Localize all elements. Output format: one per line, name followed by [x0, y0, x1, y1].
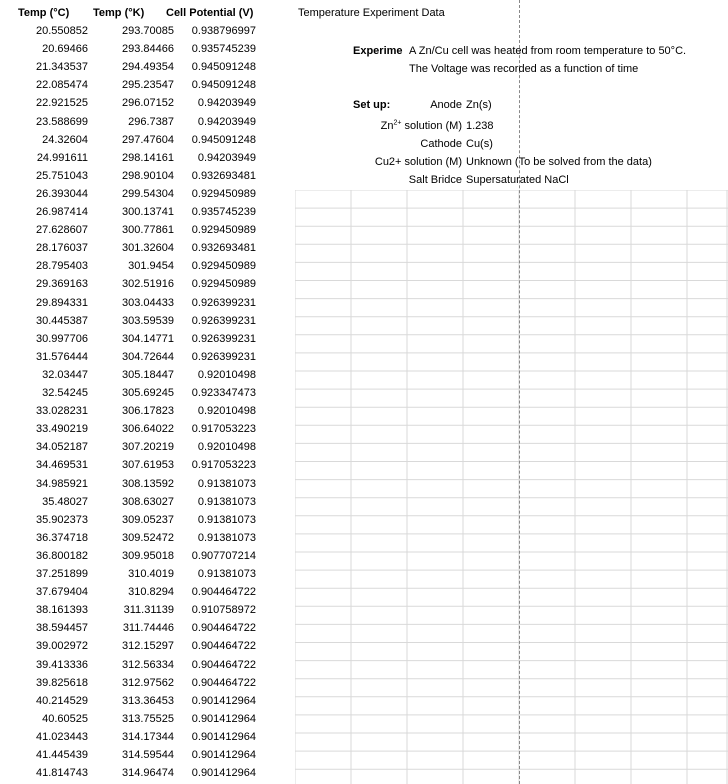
page-break-line: [519, 0, 520, 784]
cell-potential[interactable]: 0.904464722: [191, 586, 256, 599]
cell-temp-c[interactable]: 36.374718: [36, 531, 88, 544]
cell-temp-k[interactable]: 307.61953: [122, 459, 174, 472]
cell-potential[interactable]: 0.926399231: [191, 332, 256, 345]
cell-potential[interactable]: 0.929450989: [191, 260, 256, 273]
cell-temp-c[interactable]: 39.413336: [36, 658, 88, 671]
table-row: [0, 312, 292, 330]
cell-temp-c[interactable]: 25.751043: [36, 169, 88, 182]
cell-potential[interactable]: 0.904464722: [191, 640, 256, 653]
cell-temp-c[interactable]: 21.343537: [36, 61, 88, 74]
cell-temp-k[interactable]: 301.32604: [122, 242, 174, 255]
cell-temp-c[interactable]: 38.594457: [36, 622, 88, 635]
table-row: [0, 94, 292, 112]
cell-potential[interactable]: 0.91381073: [197, 531, 256, 544]
table-row: [0, 330, 292, 348]
cell-temp-k[interactable]: 296.07152: [122, 97, 174, 110]
cell-potential[interactable]: 0.904464722: [191, 676, 256, 689]
cell-potential[interactable]: 0.926399231: [191, 350, 256, 363]
cell-temp-k[interactable]: 305.18447: [122, 368, 174, 381]
cell-temp-k[interactable]: 314.59544: [122, 749, 174, 761]
cell-potential[interactable]: 0.91381073: [197, 568, 256, 580]
cell-potential[interactable]: 0.917053223: [191, 423, 256, 436]
cell-potential[interactable]: 0.91381073: [197, 477, 256, 490]
cell-temp-k[interactable]: 312.56334: [122, 658, 174, 671]
cell-potential[interactable]: 0.91381073: [197, 513, 256, 526]
cell-potential[interactable]: 0.92010498: [197, 441, 256, 454]
cell-temp-c[interactable]: 20.550852: [36, 25, 88, 37]
cell-temp-k[interactable]: 300.77861: [122, 224, 174, 237]
cell-temp-c[interactable]: 37.251899: [36, 568, 88, 580]
cell-temp-k[interactable]: 313.36453: [122, 694, 174, 707]
table-row: [0, 656, 292, 674]
cell-temp-k[interactable]: 314.96474: [122, 767, 174, 780]
cell-temp-c[interactable]: 30.997706: [36, 332, 88, 345]
cell-temp-k[interactable]: 312.97562: [122, 676, 174, 689]
table-row: [0, 692, 292, 710]
cell-temp-c[interactable]: 39.825618: [36, 676, 88, 689]
cell-temp-k[interactable]: 299.54304: [122, 187, 174, 200]
table-row: [0, 22, 292, 40]
cell-temp-k[interactable]: 308.63027: [122, 495, 174, 508]
cell-potential[interactable]: 0.917053223: [191, 459, 256, 472]
table-row: [0, 221, 292, 239]
table-row: [0, 203, 292, 221]
table-row: [0, 113, 292, 131]
cell-potential[interactable]: 0.929450989: [191, 187, 256, 200]
table-row: [0, 493, 292, 511]
cell-temp-k[interactable]: 305.69245: [122, 387, 174, 399]
table-row: [0, 40, 292, 58]
cell-temp-c[interactable]: 26.987414: [36, 206, 88, 218]
cell-potential[interactable]: 0.94203949: [197, 97, 256, 110]
table-row: [0, 601, 292, 619]
zn-label-base: Zn: [380, 120, 394, 132]
cell-temp-k[interactable]: 307.20219: [122, 441, 174, 454]
cell-potential[interactable]: 0.945091248: [191, 133, 256, 146]
cell-temp-c[interactable]: 35.902373: [36, 513, 88, 526]
cell-potential[interactable]: 0.935745239: [191, 206, 256, 218]
table-row: [0, 366, 292, 384]
cell-potential[interactable]: 0.901412964: [191, 767, 256, 780]
cell-temp-c[interactable]: 35.48027: [42, 495, 88, 508]
anode-label[interactable]: Anode: [430, 99, 462, 111]
cell-temp-c[interactable]: 23.588699: [36, 115, 88, 128]
table-row: [0, 529, 292, 547]
cell-potential[interactable]: 0.926399231: [191, 296, 256, 309]
cell-potential[interactable]: 0.904464722: [191, 658, 256, 671]
cell-potential[interactable]: 0.926399231: [191, 314, 256, 327]
cell-temp-c[interactable]: 24.991611: [36, 151, 88, 164]
cell-temp-k[interactable]: 294.49354: [122, 61, 174, 74]
table-row: [0, 257, 292, 275]
cell-temp-k[interactable]: 309.52472: [122, 531, 174, 544]
cell-potential[interactable]: 0.929450989: [191, 278, 256, 291]
cell-temp-c[interactable]: 34.985921: [36, 477, 88, 490]
table-row: [0, 637, 292, 655]
table-row: [0, 275, 292, 293]
salt-bridge-label[interactable]: Salt Bridce: [408, 174, 462, 186]
table-row: [0, 583, 292, 601]
table-row: [0, 475, 292, 493]
cell-temp-c[interactable]: 28.795403: [36, 260, 88, 273]
cell-potential[interactable]: 0.901412964: [191, 730, 256, 743]
cathode-value[interactable]: Cu(s): [466, 138, 493, 150]
setup-label[interactable]: Set up:: [353, 99, 391, 111]
experiment-label[interactable]: Experime: [353, 45, 403, 57]
table-row: [0, 728, 292, 746]
cell-temp-k[interactable]: 310.4019: [128, 568, 174, 580]
cell-temp-k[interactable]: 310.8294: [128, 586, 174, 599]
cell-temp-k[interactable]: 301.9454: [128, 260, 174, 273]
cell-temp-k[interactable]: 298.90104: [122, 169, 174, 182]
zn-label-rest: solution (M): [401, 120, 462, 132]
cell-temp-k[interactable]: 303.04433: [122, 296, 174, 309]
cell-temp-c[interactable]: 20.69466: [42, 43, 88, 56]
sheet-title[interactable]: Temperature Experiment Data: [298, 7, 445, 19]
header-cell-potential[interactable]: Cell Potential (V): [166, 7, 254, 19]
cell-temp-c[interactable]: 24.32604: [42, 133, 88, 146]
cell-temp-c[interactable]: 36.800182: [36, 549, 88, 562]
table-row: [0, 294, 292, 312]
cell-temp-c[interactable]: 30.445387: [36, 314, 88, 327]
cell-temp-c[interactable]: 31.576444: [36, 350, 88, 363]
cathode-label[interactable]: Cathode: [420, 138, 462, 150]
cell-potential[interactable]: 0.923347473: [191, 387, 256, 399]
cell-potential[interactable]: 0.91381073: [197, 495, 256, 508]
table-row: [0, 547, 292, 565]
cell-temp-k[interactable]: 298.14161: [122, 151, 174, 164]
header-temp-c[interactable]: Temp (°C): [18, 7, 70, 19]
cell-potential[interactable]: 0.945091248: [191, 79, 256, 92]
cell-temp-c[interactable]: 41.023443: [36, 730, 88, 743]
cell-temp-c[interactable]: 32.54245: [42, 387, 88, 399]
table-row: [0, 511, 292, 529]
table-row: [0, 58, 292, 76]
cell-temp-c[interactable]: 26.393044: [36, 187, 88, 200]
cell-temp-c[interactable]: 40.60525: [42, 712, 88, 725]
cell-temp-c[interactable]: 32.03447: [42, 368, 88, 381]
cell-temp-c[interactable]: 29.369163: [36, 278, 88, 291]
table-row: [0, 239, 292, 257]
zn-label-superscript: 2+: [393, 119, 402, 127]
cell-temp-k[interactable]: 304.72644: [122, 350, 174, 363]
cell-temp-c[interactable]: 29.894331: [36, 296, 88, 309]
cell-temp-k[interactable]: 293.84466: [122, 43, 174, 56]
cell-potential[interactable]: 0.910758972: [191, 604, 256, 617]
cell-potential[interactable]: 0.94203949: [197, 151, 256, 164]
cell-temp-c[interactable]: 27.628607: [36, 224, 88, 237]
table-row: [0, 619, 292, 637]
cell-temp-k[interactable]: 295.23547: [122, 79, 174, 92]
cell-temp-k[interactable]: 314.17344: [122, 730, 174, 743]
cell-temp-k[interactable]: 311.74446: [122, 622, 174, 635]
cell-temp-k[interactable]: 306.64022: [122, 423, 174, 436]
table-row: [0, 565, 292, 583]
cell-temp-c[interactable]: 33.028231: [36, 405, 88, 418]
table-row: [0, 764, 292, 782]
table-row: [0, 674, 292, 692]
cell-temp-c[interactable]: 38.161393: [36, 604, 88, 617]
table-row: [0, 710, 292, 728]
anode-value[interactable]: Zn(s): [466, 99, 492, 111]
experiment-description-line1[interactable]: A Zn/Cu cell was heated from room temperature to 50°C.: [409, 45, 687, 57]
cell-temp-c[interactable]: 22.921525: [36, 97, 88, 110]
cell-temp-k[interactable]: 312.15297: [122, 640, 174, 653]
cell-temp-c[interactable]: 37.679404: [36, 586, 88, 599]
cell-potential[interactable]: 0.901412964: [191, 712, 256, 725]
cell-potential[interactable]: 0.907707214: [191, 549, 256, 562]
cell-potential[interactable]: 0.932693481: [191, 242, 256, 255]
cell-temp-k[interactable]: 309.05237: [122, 513, 174, 526]
cell-temp-c[interactable]: 33.490219: [36, 423, 88, 436]
table-row: [0, 384, 292, 402]
cell-temp-c[interactable]: 28.176037: [36, 242, 88, 255]
cell-temp-c[interactable]: 41.445439: [36, 749, 88, 761]
table-row: [0, 185, 292, 203]
cell-temp-c[interactable]: 41.814743: [36, 767, 88, 780]
cell-temp-k[interactable]: 300.13741: [122, 206, 174, 218]
cell-potential[interactable]: 0.901412964: [191, 749, 256, 761]
cell-temp-c[interactable]: 40.214529: [36, 694, 88, 707]
sheet-gridlines: [295, 190, 728, 784]
cell-potential[interactable]: 0.929450989: [191, 224, 256, 237]
table-row: [0, 456, 292, 474]
table-row: [0, 402, 292, 420]
cell-potential[interactable]: 0.904464722: [191, 622, 256, 635]
cell-temp-k[interactable]: 293.70085: [122, 25, 174, 37]
cell-temp-c[interactable]: 22.085474: [36, 79, 88, 92]
table-row: [0, 149, 292, 167]
salt-bridge-value[interactable]: Supersaturated NaCl: [466, 174, 569, 186]
cell-potential[interactable]: 0.935745239: [191, 43, 256, 56]
cell-temp-k[interactable]: 296.7387: [128, 115, 174, 128]
zn-solution-value[interactable]: 1.238: [466, 120, 494, 132]
experiment-description-line2[interactable]: The Voltage was recorded as a function of time: [409, 63, 639, 75]
table-row: [0, 420, 292, 438]
cell-potential[interactable]: 0.92010498: [197, 368, 256, 381]
cell-temp-k[interactable]: 308.13592: [122, 477, 174, 490]
table-row: [0, 76, 292, 94]
zn-solution-label[interactable]: [300, 117, 462, 135]
cu-solution-value[interactable]: Unknown (To be solved from the data): [466, 156, 652, 168]
cell-temp-c[interactable]: 39.002972: [36, 640, 88, 653]
cell-temp-k[interactable]: 302.51916: [122, 278, 174, 291]
cell-temp-c[interactable]: 34.469531: [36, 459, 88, 472]
table-row: [0, 167, 292, 185]
table-row: [0, 746, 292, 764]
cell-potential[interactable]: 0.94203949: [197, 115, 256, 128]
cell-potential[interactable]: 0.938796997: [191, 25, 256, 37]
cell-temp-k[interactable]: 297.47604: [122, 133, 174, 146]
table-row: [0, 438, 292, 456]
header-temp-k[interactable]: Temp (°K): [93, 7, 145, 19]
cell-potential[interactable]: 0.945091248: [191, 61, 256, 74]
cell-temp-k[interactable]: 311.31139: [123, 604, 174, 617]
table-row: [0, 348, 292, 366]
cell-potential[interactable]: 0.92010498: [197, 405, 256, 418]
cell-temp-k[interactable]: 304.14771: [122, 332, 174, 345]
cell-potential[interactable]: 0.901412964: [191, 694, 256, 707]
cell-temp-c[interactable]: 34.052187: [36, 441, 88, 454]
cell-temp-k[interactable]: 309.95018: [122, 549, 174, 562]
cell-temp-k[interactable]: 306.17823: [122, 405, 174, 418]
cell-temp-k[interactable]: 313.75525: [122, 712, 174, 725]
table-row: [0, 131, 292, 149]
cell-potential[interactable]: 0.932693481: [191, 169, 256, 182]
cell-temp-k[interactable]: 303.59539: [122, 314, 174, 327]
cu-solution-label[interactable]: Cu2+ solution (M): [374, 156, 462, 168]
